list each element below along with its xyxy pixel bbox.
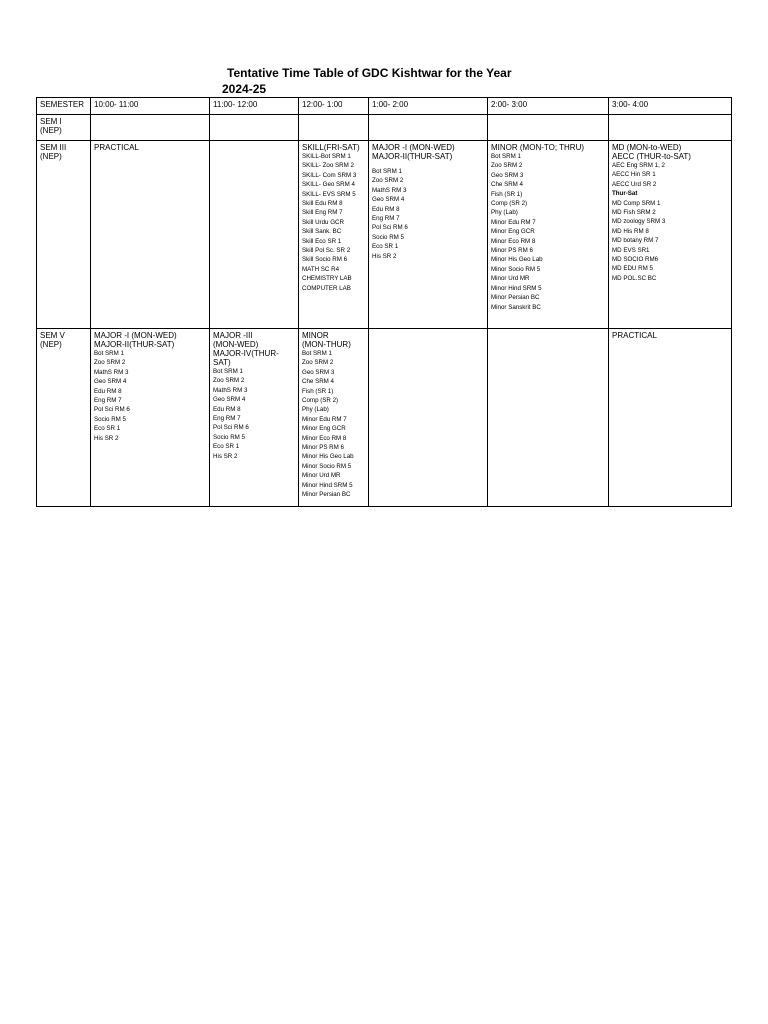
sem3-slot-3-list xyxy=(302,152,365,293)
sem5-slot-6 xyxy=(609,329,732,507)
sem3-slot-1-head: PRACTICAL xyxy=(94,143,139,152)
sem3-label-cell xyxy=(37,141,91,329)
list-item: Edu RM 8 xyxy=(372,205,400,213)
sem5-slot-5 xyxy=(488,329,609,507)
list-item: Minor Edu RM 7 xyxy=(302,415,347,423)
list-item: Eco SR 1 xyxy=(94,425,121,433)
sem5-slot-2 xyxy=(210,329,299,507)
row-sem5 xyxy=(37,329,732,507)
list-item: Comp (SR 2) xyxy=(491,200,528,208)
list-item: Minor Socio RM 5 xyxy=(491,265,541,273)
sem3-label: SEM III (NEP) xyxy=(40,143,67,161)
list-item: Minor PS RM 6 xyxy=(491,247,533,255)
sem3-slot-5-list xyxy=(491,152,605,312)
list-item: His SR 2 xyxy=(213,452,238,460)
list-item: SKILL- Zoo SRM 2 xyxy=(302,162,354,170)
header-slot-1: 10:00- 11:00 xyxy=(91,98,210,115)
header-slot-5: 2:00- 3:00 xyxy=(488,98,609,115)
list-item: Bot SRM 1 xyxy=(94,350,124,357)
list-item: Minor PS RM 6 xyxy=(302,444,344,452)
sem3-slot-4 xyxy=(369,141,488,329)
list-item: Minor Eco RM 8 xyxy=(491,237,536,245)
sem3-slot-4-list xyxy=(372,167,484,261)
sem3-slot-5 xyxy=(488,141,609,329)
list-item: MD Fish SRM 2 xyxy=(612,209,656,217)
header-row xyxy=(37,98,732,115)
sem1-slot-4 xyxy=(369,115,488,141)
sem1-label: SEM I (NEP) xyxy=(40,117,62,135)
list-item: Skill Sank. BC xyxy=(302,228,342,236)
sem5-slot-6-head: PRACTICAL xyxy=(612,331,657,340)
sem1-slot-5 xyxy=(488,115,609,141)
list-item: MD EDU RM 5 xyxy=(612,265,653,273)
list-item: Zoo SRM 2 xyxy=(491,162,523,170)
list-item: Bot SRM 1 xyxy=(302,350,332,357)
sem3-slot-3-head: SKILL(FRI-SAT) xyxy=(302,143,360,152)
sem5-slot-2-list xyxy=(213,367,295,461)
sem3-slot-2 xyxy=(210,141,299,329)
list-item: Skill Pol Sc. SR 2 xyxy=(302,247,351,255)
list-item: MD Comp SRM 1 xyxy=(612,199,661,207)
list-item: Skill Urdu GCR xyxy=(302,218,344,226)
list-item: Bot SRM 1 xyxy=(213,368,243,375)
list-item: MATH SC R4 xyxy=(302,265,340,273)
list-item: Zoo SRM 2 xyxy=(94,359,126,367)
sem5-slot-4 xyxy=(369,329,488,507)
list-item: His SR 2 xyxy=(372,252,397,260)
list-item: MathS RM 3 xyxy=(94,368,129,376)
list-item: AEC Eng SRM 1, 2 xyxy=(612,162,665,169)
list-item: SKILL-Bot SRM 1 xyxy=(302,153,351,160)
sem3-slot-4-head: MAJOR -I (MON-WED) MAJOR-II(THUR-SAT) xyxy=(372,143,455,161)
list-item: Minor Edu RM 7 xyxy=(491,218,536,226)
list-item: MD botany RM 7 xyxy=(612,237,659,245)
list-item: Edu RM 8 xyxy=(213,405,241,413)
list-item: Minor Sanskrit BC xyxy=(491,303,541,311)
sem3-slot-6 xyxy=(609,141,732,329)
header-semester: SEMESTER xyxy=(37,98,91,115)
list-item: Che SRM 4 xyxy=(491,181,523,189)
list-item: SKILL- EVS SRM 5 xyxy=(302,190,356,198)
sem5-slot-1-head: MAJOR -I (MON-WED) MAJOR-II(THUR-SAT) xyxy=(94,331,177,349)
sem5-label-cell xyxy=(37,329,91,507)
sem5-label: SEM V (NEP) xyxy=(40,331,65,349)
list-item: Minor Socio RM 5 xyxy=(302,462,352,470)
list-item: Minor Eng GCR xyxy=(302,425,346,433)
list-item: Minor Urd MR xyxy=(491,275,530,283)
list-item: Eng RM 7 xyxy=(94,397,122,405)
list-item: Skill Eng RM 7 xyxy=(302,209,343,217)
list-item: Skill Eco SR 1 xyxy=(302,237,342,245)
header-slot-6: 3:00- 4:00 xyxy=(609,98,732,115)
list-item: Minor Persian BC xyxy=(491,294,540,302)
list-item: Minor His Geo Lab xyxy=(302,453,354,461)
sem3-slot-3 xyxy=(299,141,369,329)
list-item: Eng RM 7 xyxy=(372,215,400,223)
list-item: Bot SRM 1 xyxy=(491,153,521,160)
list-item: Phy (Lab) xyxy=(302,406,329,414)
sem1-slot-2 xyxy=(210,115,299,141)
list-item: Minor Hind SRM 5 xyxy=(491,284,542,292)
list-item: Socio RM 5 xyxy=(213,433,245,441)
sem3-slot-1 xyxy=(91,141,210,329)
list-item: COMPUTER LAB xyxy=(302,284,351,292)
list-item: Fish (SR 1) xyxy=(491,190,523,198)
row-sem3 xyxy=(37,141,732,329)
list-item: Geo SRM 4 xyxy=(94,378,127,386)
list-item: Pol Sci RM 6 xyxy=(372,224,408,232)
list-item: AECC Hin SR 1 xyxy=(612,171,656,179)
sem3-slot-5-head: MINOR (MON-TO; THRU) xyxy=(491,143,585,152)
list-item: Phy (Lab) xyxy=(491,209,518,217)
header-slot-3: 12:00- 1:00 xyxy=(299,98,369,115)
list-item: AECC Urd SR 2 xyxy=(612,180,657,188)
row-sem1 xyxy=(37,115,732,141)
list-item: Bot SRM 1 xyxy=(372,168,402,175)
list-item: MD EVS SR1 xyxy=(612,246,650,254)
header-slot-4: 1:00- 2:00 xyxy=(369,98,488,115)
list-item: Geo SRM 3 xyxy=(491,171,524,179)
list-item: MD POL.SC BC xyxy=(612,274,657,282)
timetable xyxy=(36,97,732,507)
sem5-slot-1 xyxy=(91,329,210,507)
list-item: Minor Eng GCR xyxy=(491,228,535,236)
sem1-label-cell xyxy=(37,115,91,141)
sem3-slot-6-list xyxy=(612,161,728,283)
list-item: MathS RM 3 xyxy=(213,386,248,394)
header-slot-2: 11:00- 12:00 xyxy=(210,98,299,115)
sem5-slot-3-head: MINOR (MON-THUR) xyxy=(302,331,351,349)
list-item: Minor Persian BC xyxy=(302,491,351,499)
list-item: Fish (SR 1) xyxy=(302,387,334,395)
list-item: Eng RM 7 xyxy=(213,415,241,423)
sem5-slot-1-list xyxy=(94,349,206,443)
list-item: Zoo SRM 2 xyxy=(213,377,245,385)
list-item: Geo SRM 3 xyxy=(302,368,335,376)
document-year: 2024-25 xyxy=(222,82,267,96)
list-item: His SR 2 xyxy=(94,434,119,442)
document-title: Tentative Time Table of GDC Kishtwar for the Year xyxy=(227,66,512,80)
list-item: Comp (SR 2) xyxy=(302,397,339,405)
list-item: Minor His Geo Lab xyxy=(491,256,543,264)
sem1-slot-1 xyxy=(91,115,210,141)
list-item: Thur-Sat xyxy=(612,190,638,198)
list-item: MD zoology SRM 3 xyxy=(612,218,666,226)
list-item: Zoo SRM 2 xyxy=(302,359,334,367)
list-item: MathS RM 3 xyxy=(372,186,407,194)
list-item: Eco SR 1 xyxy=(213,443,240,451)
sem1-slot-3 xyxy=(299,115,369,141)
list-item: Socio RM 5 xyxy=(372,233,404,241)
list-item: Minor Urd MR xyxy=(302,472,341,480)
list-item: Geo SRM 4 xyxy=(372,196,405,204)
sem5-slot-2-head: MAJOR -III (MON-WED) MAJOR-IV(THUR-SAT) xyxy=(213,331,279,367)
sem1-slot-6 xyxy=(609,115,732,141)
list-item: MD His RM 8 xyxy=(612,227,649,235)
list-item: Pol Sci RM 6 xyxy=(213,424,249,432)
sem3-slot-6-head: MD (MON-to-WED) AECC (THUR-to-SAT) xyxy=(612,143,691,161)
list-item: SKILL- Geo SRM 4 xyxy=(302,181,355,189)
list-item: Socio RM 5 xyxy=(94,415,126,423)
list-item: Minor Hind SRM 5 xyxy=(302,481,353,489)
list-item: Che SRM 4 xyxy=(302,378,334,386)
list-item: Zoo SRM 2 xyxy=(372,177,404,185)
list-item: SKILL- Com SRM 3 xyxy=(302,171,357,179)
list-item: CHEMISTRY LAB xyxy=(302,275,352,283)
sem5-slot-3 xyxy=(299,329,369,507)
sem5-slot-3-list xyxy=(302,349,365,500)
list-item: Eco SR 1 xyxy=(372,243,399,251)
list-item: Edu RM 8 xyxy=(94,387,122,395)
list-item: Minor Eco RM 8 xyxy=(302,434,347,442)
list-item: Geo SRM 4 xyxy=(213,396,246,404)
list-item: Pol Sci RM 6 xyxy=(94,406,130,414)
list-item: MD SOCIO RM6 xyxy=(612,256,659,264)
list-item: Skill Socio RM 6 xyxy=(302,256,348,264)
list-item: Skill Edu RM 8 xyxy=(302,200,343,208)
